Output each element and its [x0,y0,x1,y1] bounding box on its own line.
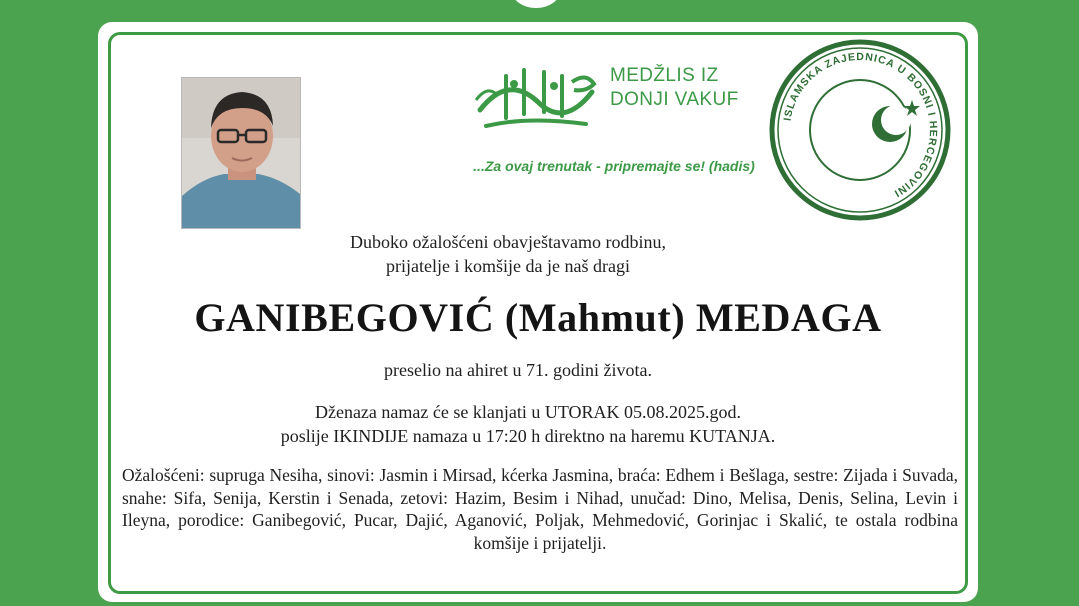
organization-name [610,64,739,112]
age-at-death: preselio na ahiret u 71. godini života. [384,360,652,380]
organization-name-line1: MEDŽLIS IZ [610,65,719,86]
medzlis-calligraphy-logo [468,62,603,142]
funeral-details [158,400,898,448]
deceased-photo [181,77,301,229]
announcement-intro [298,230,718,278]
intro-line-1: Duboko ožalošćeni obavještavamo rodbinu, [350,232,666,252]
top-decoration [512,0,560,8]
svg-text:ISLAMSKA ZAJEDNICA U BOSNI I H [782,51,939,200]
portrait-image [182,78,300,228]
seal-text: ISLAMSKA ZAJEDNICA U BOSNI I HERCEGOVINI [781,50,940,200]
organization-name-line2: DONJI VAKUF [610,89,739,110]
funeral-date-line: Dženaza namaz će se klanjati u UTORAK 05.08.2025.god. [314,402,742,422]
funeral-time-place-line: poslije IKINDIJE namaza u 17:20 h direktno na haremu KUTANJA. [280,426,776,446]
islamic-community-seal [766,38,954,222]
intro-line-2: prijatelje i komšije da je naš dragi [386,256,630,276]
deceased-name: GANIBEGOVIĆ (Mahmut) MEDAGA [194,295,882,340]
hadith-motto: ...Za ovaj trenutak - pripremajte se! (hadis) [473,158,755,174]
obituary-card [98,22,978,602]
crescent-star-icon [872,100,920,142]
mourners-list: Ožalošćeni: supruga Nesiha, sinovi: Jasmin i Mirsad, kćerka Jasmina, braća: Edhem i Bešlaga, sestre: Zijada i Suvada, snahe: Sifa, Senija, Kerstin i Senada, zetovi: Hazim, Besim i Nihad, unučad: Dino, Melisa, Denis, Selina, Levin i Ileyna, porodice: Ganibegović, Pucar, Dajić, Aganović, Poljak, Mehmedović, Gorinjac i Skalić, te ostala rodbina komšije i prijatelji. [122,465,958,553]
